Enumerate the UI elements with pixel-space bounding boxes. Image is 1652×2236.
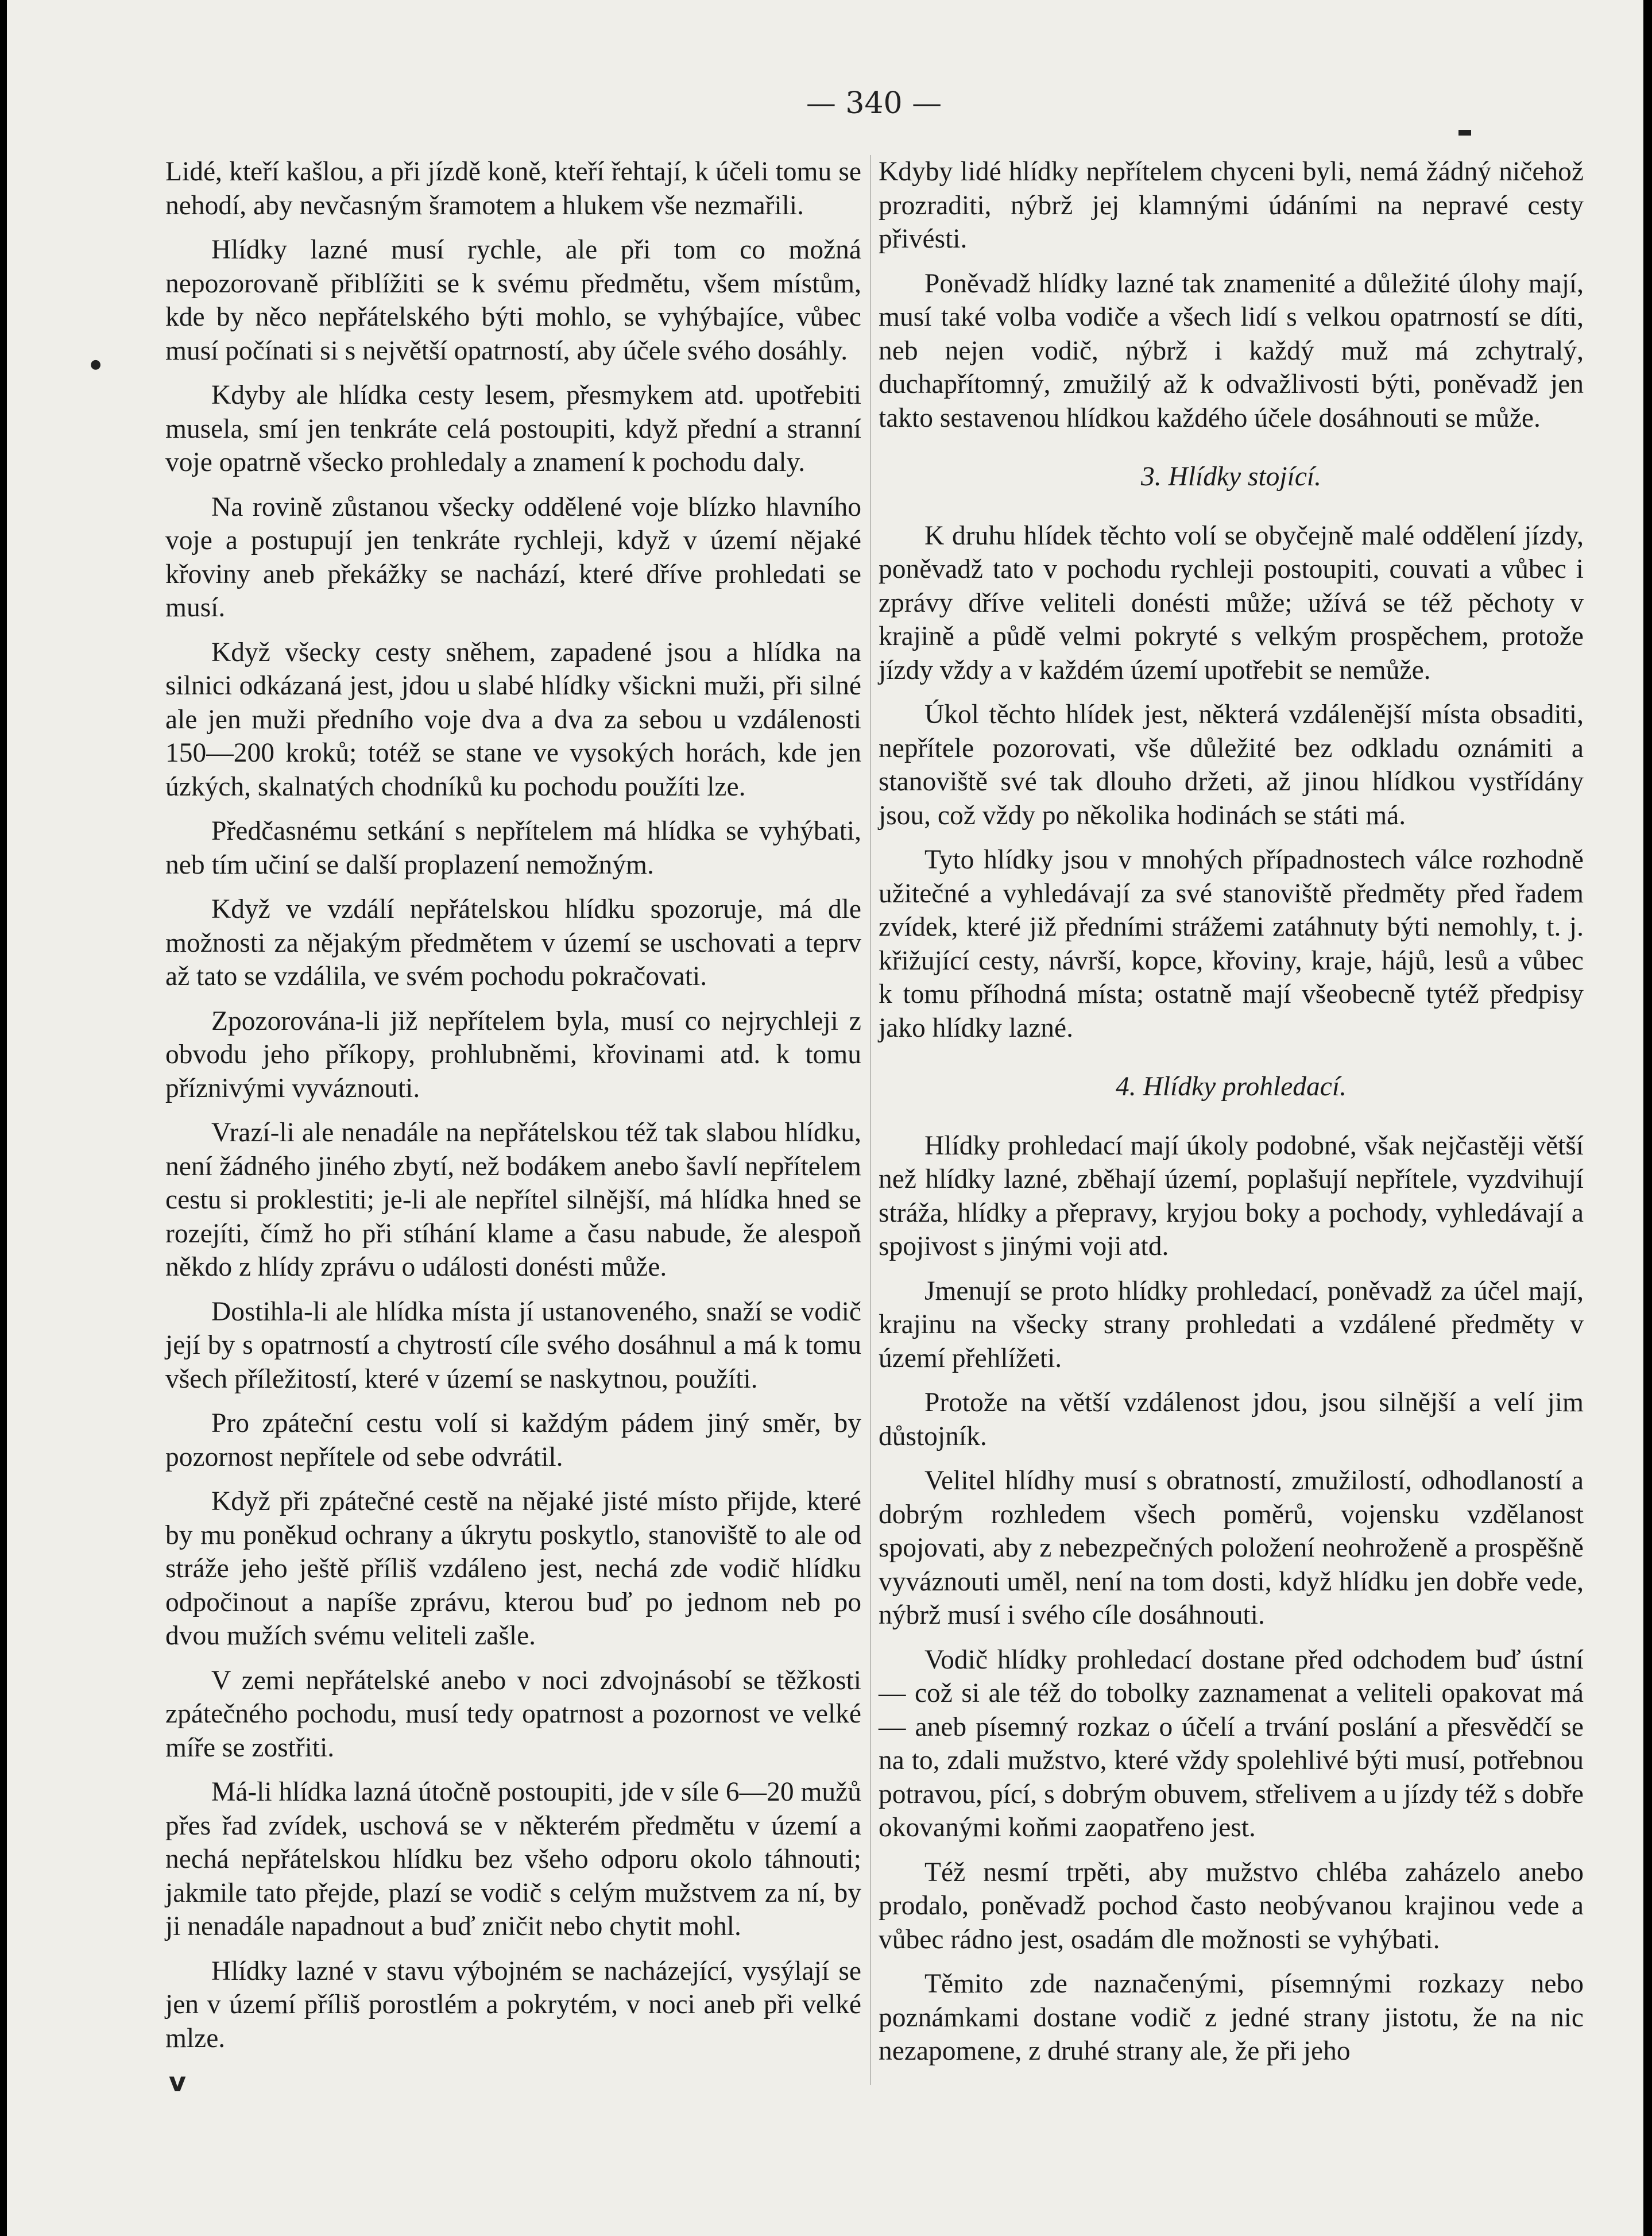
signature-mark: v: [169, 2067, 186, 2098]
paragraph: Zpozorována-li již nepřítelem byla, musí co nejrychleji z obvodu jeho příkopy, prohlubněmi, křovinami atd. k tomu příznivými vyváznouti.: [165, 1006, 861, 1103]
paragraph: Těmito zde naznačenými, písemnými rozkazy nebo poznámkami dostane vodič z jedné strany jistotu, že na nic nezapomene, z druhé strany ale, že při jeho: [879, 1969, 1584, 2066]
paragraph: Hlídky lazné musí rychle, ale při tom co možná nepozorovaně přiblížiti se k svému předmětu, všem místům, kde by něco nepřátelského býti mohlo, se vyhýbajíce, vůbec musí počínati si s největší opatrností, aby účele svého dosáhly.: [165, 235, 861, 366]
paragraph: Dostihla-li ale hlídka místa jí ustanoveného, snaží se vodič její by s opatrností a chytrostí cíle svého dosáhnul a má k tomu všech příležitostí, které v území se naskytnou, použíti.: [165, 1296, 861, 1394]
paragraph: Na rovině zůstanou všecky oddělené voje blízko hlavního voje a postupují jen tenkráte rychleji, když v území nějaké křoviny aneb překážky se nachází, které dříve prohledati se musí.: [165, 492, 861, 623]
paragraph: K druhu hlídek těchto volí se obyčejně malé oddělení jízdy, poněvadž tato v pochodu rychleji postoupiti, couvati a vůbec i zprávy dříve veliteli donésti může; užívá se též pěchoty v krajině a půdě velmi pokryté s velkým prospěchem, protože jízdy vždy a v každém území upotřebit se nemůže.: [879, 520, 1584, 685]
paragraph: Předčasnému setkání s nepřítelem má hlídka se vyhýbati, neb tím učiní se další proplazení nemožným.: [165, 816, 861, 880]
paragraph: Kdyby lidé hlídky nepřítelem chyceni byli, nemá žádný ničehož prozraditi, nýbrž jej klamnými údáními na nepravé cesty přivésti.: [879, 157, 1584, 254]
section-heading-4: 4. Hlídky prohledací.: [1116, 1072, 1347, 1102]
paragraph: Poněvadž hlídky lazné tak znamenité a důležité úlohy mají, musí také volba vodiče a všech lidí s velkou opatrností se díti, neb nejen vodič, nýbrž i každý muž má zchytralý, duchapřítomný, zmužilý až k odvažlivosti býti, poněvadž jen takto sestavenou hlídkou každého účele dosáhnouti se může.: [879, 268, 1584, 433]
page-number: — 340 —: [806, 86, 942, 121]
ink-blot: [1458, 130, 1471, 136]
right-column: [879, 155, 1584, 2079]
paragraph: Protože na větší vzdálenost jdou, jsou silnější a velí jim důstojník.: [879, 1388, 1584, 1451]
paragraph: Úkol těchto hlídek jest, některá vzdálenější místa obsaditi, nepřítele pozorovati, vše důležité bez odkladu oznámiti a stanoviště své tak dlouho držeti, až jinou hlídkou vystřídány jsou, což vždy po několika hodinách se státi má.: [879, 700, 1584, 831]
paragraph: Když ve vzdálí nepřátelskou hlídku spozoruje, má dle možnosti za nějakým předmětem v území se uschovati a teprv až tato se vzdálila, ve svém pochodu pokračovati.: [165, 894, 861, 991]
paragraph: Kdyby ale hlídka cesty lesem, přesmykem atd. upotřebiti musela, smí jen tenkráte celá postoupiti, když přední a stranní voje opatrně všecko prohledaly a znamení k pochodu daly.: [165, 380, 861, 477]
paragraph: Vrazí-li ale nenadále na nepřátelskou též tak slabou hlídku, není žádného jiného zbytí, než bodákem anebo šavlí nepřítelem cestu si proklestiti; je-li ale nepřítel silnější, má hlídka hned se rozejíti, čímž ho při stíhání klame a času nabude, že alespoň někdo z hlídy zprávu o události donésti může.: [165, 1118, 861, 1282]
paragraph: Když všecky cesty sněhem, zapadené jsou a hlídka na silnici odkázaná jest, jdou u slabé hlídky všickni muži, při silné ale jen muži předního voje dva a dva za sebou u vzdálenosti 150—200 kroků; totéž se stane ve vysokých horách, kde jen úzkých, skalnatých chodníků ku pochodu použíti lze.: [165, 637, 861, 802]
paragraph: Jmenují se proto hlídky prohledací, poněvadž za účel mají, krajinu na všecky strany prohledati a vzdálené předměty v území přehlížeti.: [879, 1276, 1584, 1373]
paragraph: Tyto hlídky jsou v mnohých případnostech válce rozhodně užitečné a vyhledávají za své stanoviště předměty před řadem zvídek, které již předními strážemi zatáhnuty býti nemohly, t. j. křižující cesty, návrší, kopce, křoviny, kraje, hájů, lesů a vůbec k tomu příhodná místa; ostatně mají všeobecně tytéž předpisy jako hlídky lazné.: [879, 845, 1584, 1043]
paragraph: Hlídky lazné v stavu výbojném se nacházející, vysýlají se jen v území příliš porostlém a pokrytém, v noci aneb při velké mlze.: [165, 1956, 861, 2053]
paragraph: Též nesmí trpěti, aby mužstvo chléba zaházelo anebo prodalo, poněvadž pochod často neobývanou krajinou vede a vůbec rádno jest, osadám dle možnosti se vyhýbati.: [879, 1857, 1584, 1955]
paragraph: Pro zpáteční cestu volí si každým pádem jiný směr, by pozornost nepřítele od sebe odvrátil.: [165, 1408, 861, 1472]
paragraph: Když při zpátečné cestě na nějaké jisté místo přijde, které by mu poněkud ochrany a úkrytu poskytlo, stanoviště to ale od stráže jeho ještě příliš vzdáleno jest, nechá zde vodič hlídku odpočinout a napíše zprávu, kterou buď po jednom neb po dvou mužích svému veliteli zašle.: [165, 1486, 861, 1651]
scanned-page: [7, 0, 1643, 2236]
section-heading-3: 3. Hlídky stojící.: [1141, 462, 1321, 492]
left-column: [165, 155, 861, 2066]
column-divider: [870, 155, 871, 2085]
paragraph: Vodič hlídky prohledací dostane před odchodem buď ústní — což si ale též do tobolky zaznamenat a veliteli opakovat má — aneb písemný rozkaz o účelí a trvání poslání a přesvědčí se na to, zdali mužstvo, které vždy spolehlivé býti musí, potřebnou potravou, pící, s dobrým obuvem, střelivem a u jízdy též s dobře okovanými koňmi zaopatřeno jest.: [879, 1644, 1584, 1843]
paragraph: Má-li hlídka lazná útočně postoupiti, jde v síle 6—20 mužů přes řad zvídek, uschová se v některém předmětu v území a nechá nepřátelskou hlídku bez všeho odporu okolo táhnouti; jakmile tato přejde, plazí se vodič s celým mužstvem za ní, by ji nenadále napadnout a buď zničit nebo chytit mohl.: [165, 1777, 861, 1941]
paragraph: Velitel hlídhy musí s obratností, zmužilostí, odhodlaností a dobrým rozhledem všech poměrů, vojensku vzdělanost spojovati, aby z nebezpečných položení neohroženě a prospěšně vyváznouti uměl, není na tom dosti, když hlídku jen dobře vede, nýbrž musí i svého cíle dosáhnouti.: [879, 1466, 1584, 1630]
bullet-icon: ●: [90, 357, 102, 372]
paragraph: Hlídky prohledací mají úkoly podobné, však nejčastěji větší než hlídky lazné, zběhají území, poplašují nepřítele, vyzdvihují stráža, hlídky a přepravy, kryjou boky a pochody, vyhledávají a spojivost s jinými voji atd.: [879, 1130, 1584, 1261]
paragraph: V zemi nepřátelské anebo v noci zdvojnásobí se těžkosti zpátečného pochodu, musí tedy opatrnost a pozornost ve velké míře se zostřiti.: [165, 1665, 861, 1763]
paragraph: Lidé, kteří kašlou, a při jízdě koně, kteří řehtají, k účeli tomu se nehodí, aby nevčasným šramotem a hlukem vše nezmařili.: [165, 157, 861, 221]
